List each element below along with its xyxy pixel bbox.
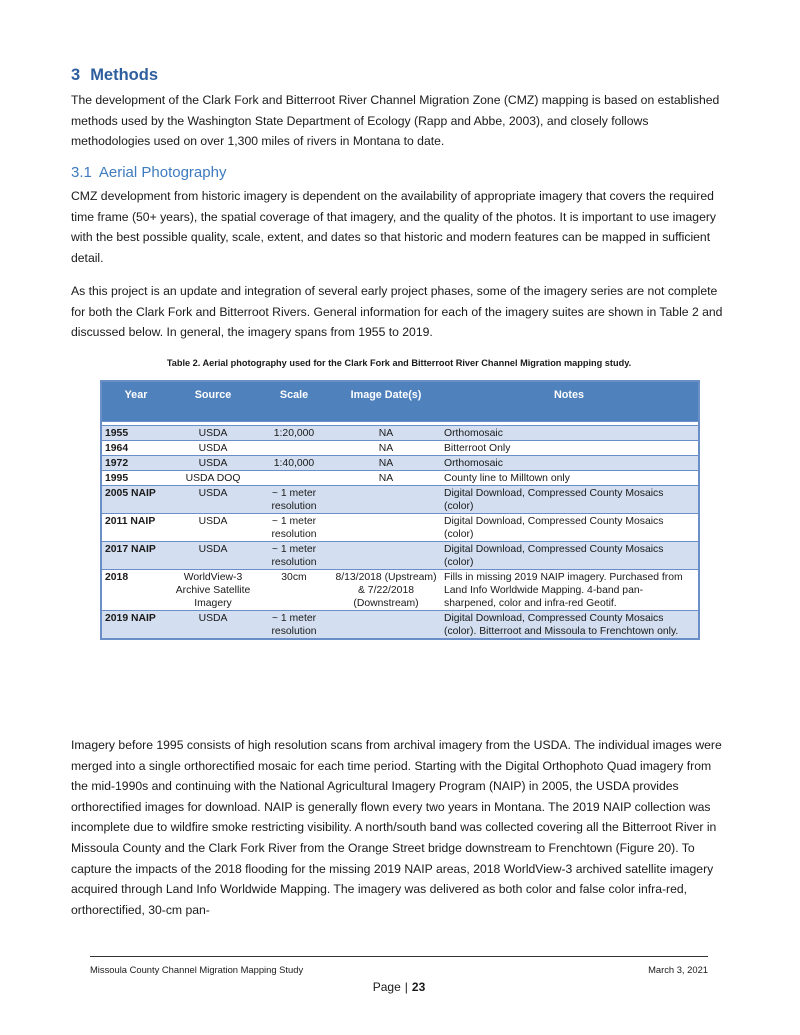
table-caption: Table 2. Aerial photography used for the Clark Fork and Bitterroot River Channel Migration mapping study. xyxy=(166,358,632,368)
table-row xyxy=(101,456,699,471)
header-image-dates: Image Date(s) xyxy=(332,381,440,422)
subsection-paragraph-2: As this project is an update and integration of several early project phases, some of the imagery series are not complete for both the Clark Fork and Bitterroot Rivers. General information for each of the imagery suites are shown in Table 2 and discussed below. In general, the imagery spans from 1955 to 2019. xyxy=(71,284,723,340)
table-row xyxy=(101,542,699,570)
cell-date: NA xyxy=(332,471,440,486)
table-row xyxy=(101,611,699,640)
cell-source: WorldView-3 Archive Satellite Imagery xyxy=(170,570,256,611)
cell-notes: Digital Download, Compressed County Mosaics (color) xyxy=(440,486,699,514)
cell-date: 8/13/2018 (Upstream) & 7/22/2018 (Downstream) xyxy=(332,570,440,611)
cell-scale: ~ 1 meter resolution xyxy=(256,542,332,570)
cell-source: USDA xyxy=(170,426,256,441)
body-paragraph-after-table: Imagery before 1995 consists of high resolution scans from archival imagery from the USDA. The individual images were merged into a single orthorectified mosaic for each time period. Starting with the Digital Orthophoto Quad imagery from the mid-1990s and continuing with the National Agricultural Imagery Program (NAIP) in 2005, the USDA provides orthorectified images for download. NAIP is generally flown every two years in Montana. The 2019 NAIP collection was incomplete due to wildfire smoke restricting visibility. A north/south band was collected covering all the Bitterroot River in Missoula County and the Clark Fork River from the Orange Street bridge downstream to Frenchtown (Figure 20). To capture the impacts of the 2018 flooding for the missing 2019 NAIP areas, 2018 WorldView-3 archived satellite imagery acquired through Land Info Worldwide Mapping. The imagery was delivered as both color and false color infra-red, orthorectified, 30-cm pan- xyxy=(71,738,722,917)
imagery-table xyxy=(100,380,700,640)
cell-notes: Bitterroot Only xyxy=(440,441,699,456)
header-scale: Scale xyxy=(256,381,332,422)
footer-divider xyxy=(90,956,708,957)
cell-source: USDA xyxy=(170,441,256,456)
cell-scale: 30cm xyxy=(256,570,332,611)
cell-year: 2017 NAIP xyxy=(101,542,170,570)
cell-year: 2019 NAIP xyxy=(101,611,170,640)
cell-source: USDA DOQ xyxy=(170,471,256,486)
cell-scale: 1:40,000 xyxy=(256,456,332,471)
cell-source: USDA xyxy=(170,542,256,570)
table-row xyxy=(101,441,699,456)
cell-scale: 1:20,000 xyxy=(256,426,332,441)
cell-notes: Fills in missing 2019 NAIP imagery. Purchased from Land Info Worldwide Mapping. 4-band pan-sharpened, color and infra-red Geotif. xyxy=(440,570,699,611)
cell-date: NA xyxy=(332,441,440,456)
cell-date xyxy=(332,514,440,542)
cell-notes: Digital Download, Compressed County Mosaics (color). Bitterroot and Missoula to Frenchtown only. xyxy=(440,611,699,640)
subsection-title: Aerial Photography xyxy=(98,164,227,181)
section-heading xyxy=(71,66,158,85)
footer-date: March 3, 2021 xyxy=(648,964,708,975)
cell-source: USDA xyxy=(170,456,256,471)
header-source: Source xyxy=(170,381,256,422)
section-title: Methods xyxy=(90,66,159,84)
cell-scale: ~ 1 meter resolution xyxy=(256,486,332,514)
table-row xyxy=(101,426,699,441)
cell-date xyxy=(332,611,440,640)
section-intro-paragraph: The development of the Clark Fork and Bitterroot River Channel Migration Zone (CMZ) mapping is based on established methods used by the Washington State Department of Ecology (Rapp and Abbe, 2003), and closely follows methodologies used on over 1,300 miles of rivers in Montana to date. xyxy=(71,93,720,149)
cell-year: 1964 xyxy=(101,441,170,456)
cell-notes: County line to Milltown only xyxy=(440,471,699,486)
imagery-table-container xyxy=(100,380,698,640)
cell-year: 1955 xyxy=(101,426,170,441)
page-number xyxy=(71,980,727,994)
cell-scale: ~ 1 meter resolution xyxy=(256,611,332,640)
cell-year: 2018 xyxy=(101,570,170,611)
cell-notes: Digital Download, Compressed County Mosaics (color) xyxy=(440,542,699,570)
cell-notes: Orthomosaic xyxy=(440,426,699,441)
section-number: 3 xyxy=(71,66,81,84)
subsection-number: 3.1 xyxy=(71,164,92,181)
table-row xyxy=(101,486,699,514)
cell-scale xyxy=(256,471,332,486)
header-notes: Notes xyxy=(440,381,699,422)
cell-date: NA xyxy=(332,456,440,471)
cell-source: USDA xyxy=(170,514,256,542)
cell-date xyxy=(332,542,440,570)
table-row xyxy=(101,570,699,611)
table-row xyxy=(101,471,699,486)
header-year: Year xyxy=(101,381,170,422)
page-number-value: 23 xyxy=(411,980,426,994)
cell-year: 2011 NAIP xyxy=(101,514,170,542)
page-label: Page xyxy=(372,980,401,994)
cell-source: USDA xyxy=(170,611,256,640)
footer-study-title: Missoula County Channel Migration Mapping Study xyxy=(90,964,304,975)
cell-notes: Orthomosaic xyxy=(440,456,699,471)
cell-year: 1995 xyxy=(101,471,170,486)
cell-date xyxy=(332,486,440,514)
table-header-row xyxy=(101,381,699,422)
subsection-heading xyxy=(71,164,226,181)
cell-scale: ~ 1 meter resolution xyxy=(256,514,332,542)
cell-year: 1972 xyxy=(101,456,170,471)
cell-scale xyxy=(256,441,332,456)
table-row xyxy=(101,514,699,542)
cell-notes: Digital Download, Compressed County Mosaics (color) xyxy=(440,514,699,542)
cell-source: USDA xyxy=(170,486,256,514)
cell-year: 2005 NAIP xyxy=(101,486,170,514)
cell-date: NA xyxy=(332,426,440,441)
page-separator: | xyxy=(404,980,408,994)
subsection-paragraph-1: CMZ development from historic imagery is dependent on the availability of appropriate imagery that covers the required time frame (50+ years), the spatial coverage of that imagery, and the quality of the photos. It is important to use imagery with the best possible quality, scale, extent, and dates so that historic and modern features can be mapped in sufficient detail. xyxy=(71,189,717,265)
